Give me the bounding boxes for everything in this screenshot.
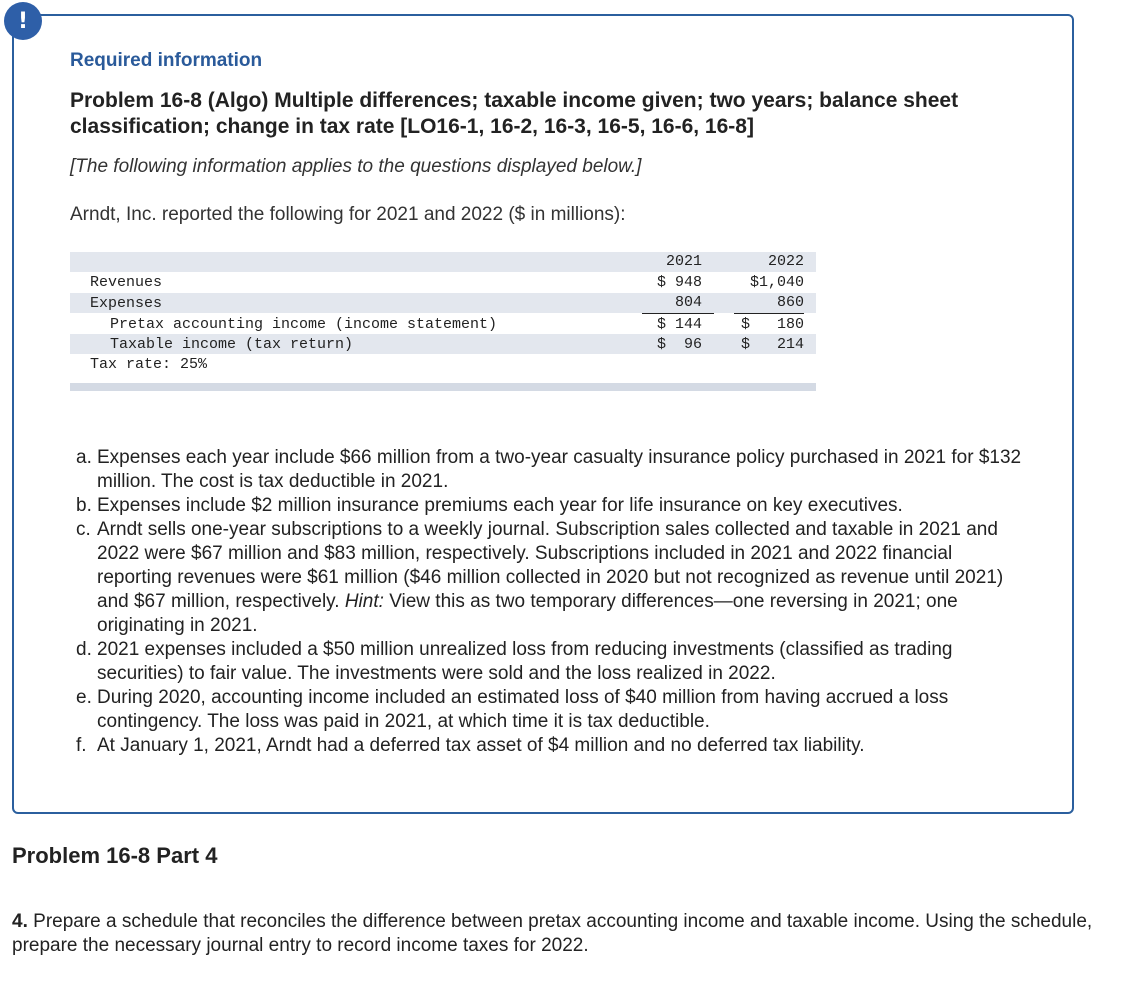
tax-rate-label: Tax rate: 25% xyxy=(90,356,208,373)
list-item xyxy=(76,518,1026,638)
list-item xyxy=(76,638,1026,686)
row-label-revenues: Revenues xyxy=(90,274,163,291)
taxable-income-2022: $ 214 xyxy=(740,336,804,353)
financial-data-table xyxy=(70,252,816,392)
additional-info-list xyxy=(76,446,1026,758)
pretax-income-2022: $ 180 xyxy=(740,316,804,333)
table-bottom-band xyxy=(70,383,816,391)
list-item xyxy=(76,734,1026,758)
column-header-2022: 2022 xyxy=(767,253,804,270)
note-label: e. xyxy=(76,687,92,708)
instruction-number: 4. xyxy=(12,911,28,932)
note-label: c. xyxy=(76,519,91,540)
note-text: Expenses each year include $66 million from a two-year casualty insurance policy purchased in 2021 for $132 million. The cost is tax deductible in 2021. xyxy=(97,447,1022,492)
taxable-income-2021: $ 96 xyxy=(656,336,702,353)
expenses-2021: 804 xyxy=(674,294,702,311)
table-header-band xyxy=(70,252,816,272)
note-text: At January 1, 2021, Arndt had a deferred tax asset of $4 million and no deferred tax liability. xyxy=(97,735,865,756)
list-item xyxy=(76,686,1026,734)
revenues-2021: $ 948 xyxy=(656,274,702,291)
required-info-heading: Required information xyxy=(70,50,263,71)
subtotal-rule-2022 xyxy=(734,313,804,314)
note-text: Expenses include $2 million insurance premiums each year for life insurance on key executives. xyxy=(97,495,903,516)
alert-icon: ! xyxy=(4,2,42,40)
subtotal-rule-2021 xyxy=(642,313,714,314)
expenses-2022: 860 xyxy=(776,294,804,311)
hint-text: View this as two temporary differences—one reversing in 2021; one originating in 2021. xyxy=(97,591,958,636)
list-item xyxy=(76,494,1026,518)
intro-note: [The following information applies to the questions displayed below.] xyxy=(70,156,642,177)
note-text-main: Arndt sells one-year subscriptions to a weekly journal. Subscription sales collected and taxable in 2021 and 2022 were $67 million and $83 million, respectively. Subscriptions included in 2021 and 2022 financial reporting revenues were $61 million ($46 million collected in 2020 but not recognized as revenue until 2021) and $67 million, respectively. xyxy=(97,519,1004,612)
note-text xyxy=(97,518,1026,638)
row-label-expenses: Expenses xyxy=(90,295,163,312)
instruction-text xyxy=(12,910,1132,958)
note-label: d. xyxy=(76,639,92,660)
note-label: a. xyxy=(76,447,92,468)
hint-label: Hint: xyxy=(344,591,384,612)
data-intro-text: Arndt, Inc. reported the following for 2021 and 2022 ($ in millions): xyxy=(70,204,626,225)
revenues-2022: $1,040 xyxy=(749,274,804,291)
row-label-pretax-income: Pretax accounting income (income statement) xyxy=(110,316,498,333)
note-label: b. xyxy=(76,495,92,516)
note-label: f. xyxy=(76,735,87,756)
table-row-band xyxy=(70,293,816,313)
pretax-income-2021: $ 144 xyxy=(656,316,702,333)
note-text: 2021 expenses included a $50 million unrealized loss from reducing investments (classified as trading securities) to fair value. The investments were sold and the loss realized in 2022. xyxy=(97,639,953,684)
part-heading: Problem 16-8 Part 4 xyxy=(12,843,218,868)
instruction-body: Prepare a schedule that reconciles the difference between pretax accounting income and taxable income. Using the schedule, prepare the necessary journal entry to record income taxes for 2022. xyxy=(12,911,1093,956)
row-label-taxable-income: Taxable income (tax return) xyxy=(110,336,354,353)
note-text: During 2020, accounting income included an estimated loss of $40 million from having accrued a loss contingency. The loss was paid in 2021, at which time it is tax deductible. xyxy=(97,687,949,732)
list-item xyxy=(76,446,1026,494)
column-header-2021: 2021 xyxy=(665,253,702,270)
problem-title: Problem 16-8 (Algo) Multiple differences; taxable income given; two years; balance sheet classification; change in tax rate [LO16-1, 16-2, 16-3, 16-5, 16-6, 16-8] xyxy=(70,89,959,138)
